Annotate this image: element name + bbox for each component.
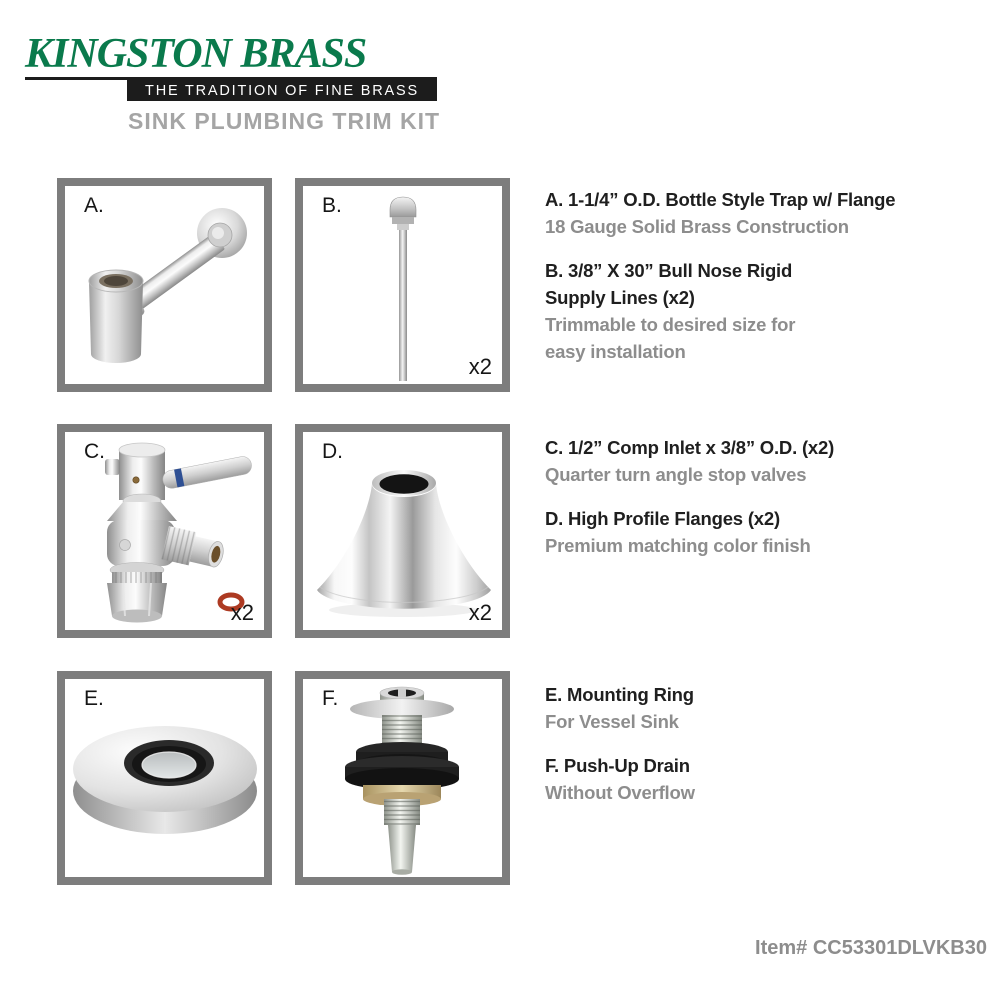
description-group-d	[545, 505, 1000, 559]
desc-title-line: D. High Profile Flanges (x2)	[545, 508, 780, 529]
product-box-e	[57, 671, 272, 885]
product-label-f: F.	[322, 687, 339, 710]
desc-sub-line: 18 Gauge Solid Brass Construction	[545, 216, 849, 237]
brand-logo: KINGSTON BRASS	[25, 31, 367, 77]
product-box-a	[57, 178, 272, 392]
product-box-c	[57, 424, 272, 638]
product-qty-c: x2	[230, 600, 254, 625]
desc-sub-line: easy installation	[545, 341, 686, 362]
product-label-e: E.	[84, 687, 104, 710]
description-group-e	[545, 681, 1000, 735]
tagline-bar	[127, 80, 437, 101]
desc-title-line: B. 3/8” X 30” Bull Nose Rigid	[545, 260, 793, 281]
description-group-c	[545, 434, 1000, 488]
desc-title-line: Supply Lines (x2)	[545, 287, 695, 308]
desc-sub-line: Premium matching color finish	[545, 535, 811, 556]
description-block-ef	[545, 681, 1000, 823]
desc-sub-line: Quarter turn angle stop valves	[545, 464, 807, 485]
product-label-d: D.	[322, 440, 343, 463]
desc-sub-line: Trimmable to desired size for	[545, 314, 796, 335]
product-label-c: C.	[84, 440, 105, 463]
item-number: Item# CC53301DLVKB30	[755, 937, 987, 959]
product-qty-b: x2	[468, 354, 492, 379]
product-box-f	[295, 671, 510, 885]
description-block-ab	[545, 186, 1000, 382]
tagline-text: THE TRADITION OF FINE BRASS	[145, 82, 419, 99]
desc-title-line: C. 1/2” Comp Inlet x 3/8” O.D. (x2)	[545, 437, 835, 458]
description-block-cd	[545, 434, 1000, 576]
desc-sub-line: For Vessel Sink	[545, 711, 679, 732]
desc-title-line: F. Push-Up Drain	[545, 755, 690, 776]
desc-sub-line: Without Overflow	[545, 782, 695, 803]
product-box-d	[295, 424, 510, 638]
product-label-a: A.	[84, 194, 104, 217]
product-box-b	[295, 178, 510, 392]
description-group-a	[545, 186, 1000, 240]
kit-title: SINK PLUMBING TRIM KIT	[128, 108, 441, 134]
product-qty-d: x2	[468, 600, 492, 625]
desc-title-line: A. 1-1/4” O.D. Bottle Style Trap w/ Flange	[545, 189, 896, 210]
desc-title-line: E. Mounting Ring	[545, 684, 694, 705]
description-group-f	[545, 752, 1000, 806]
product-label-b: B.	[322, 194, 342, 217]
description-group-b	[545, 257, 1000, 365]
